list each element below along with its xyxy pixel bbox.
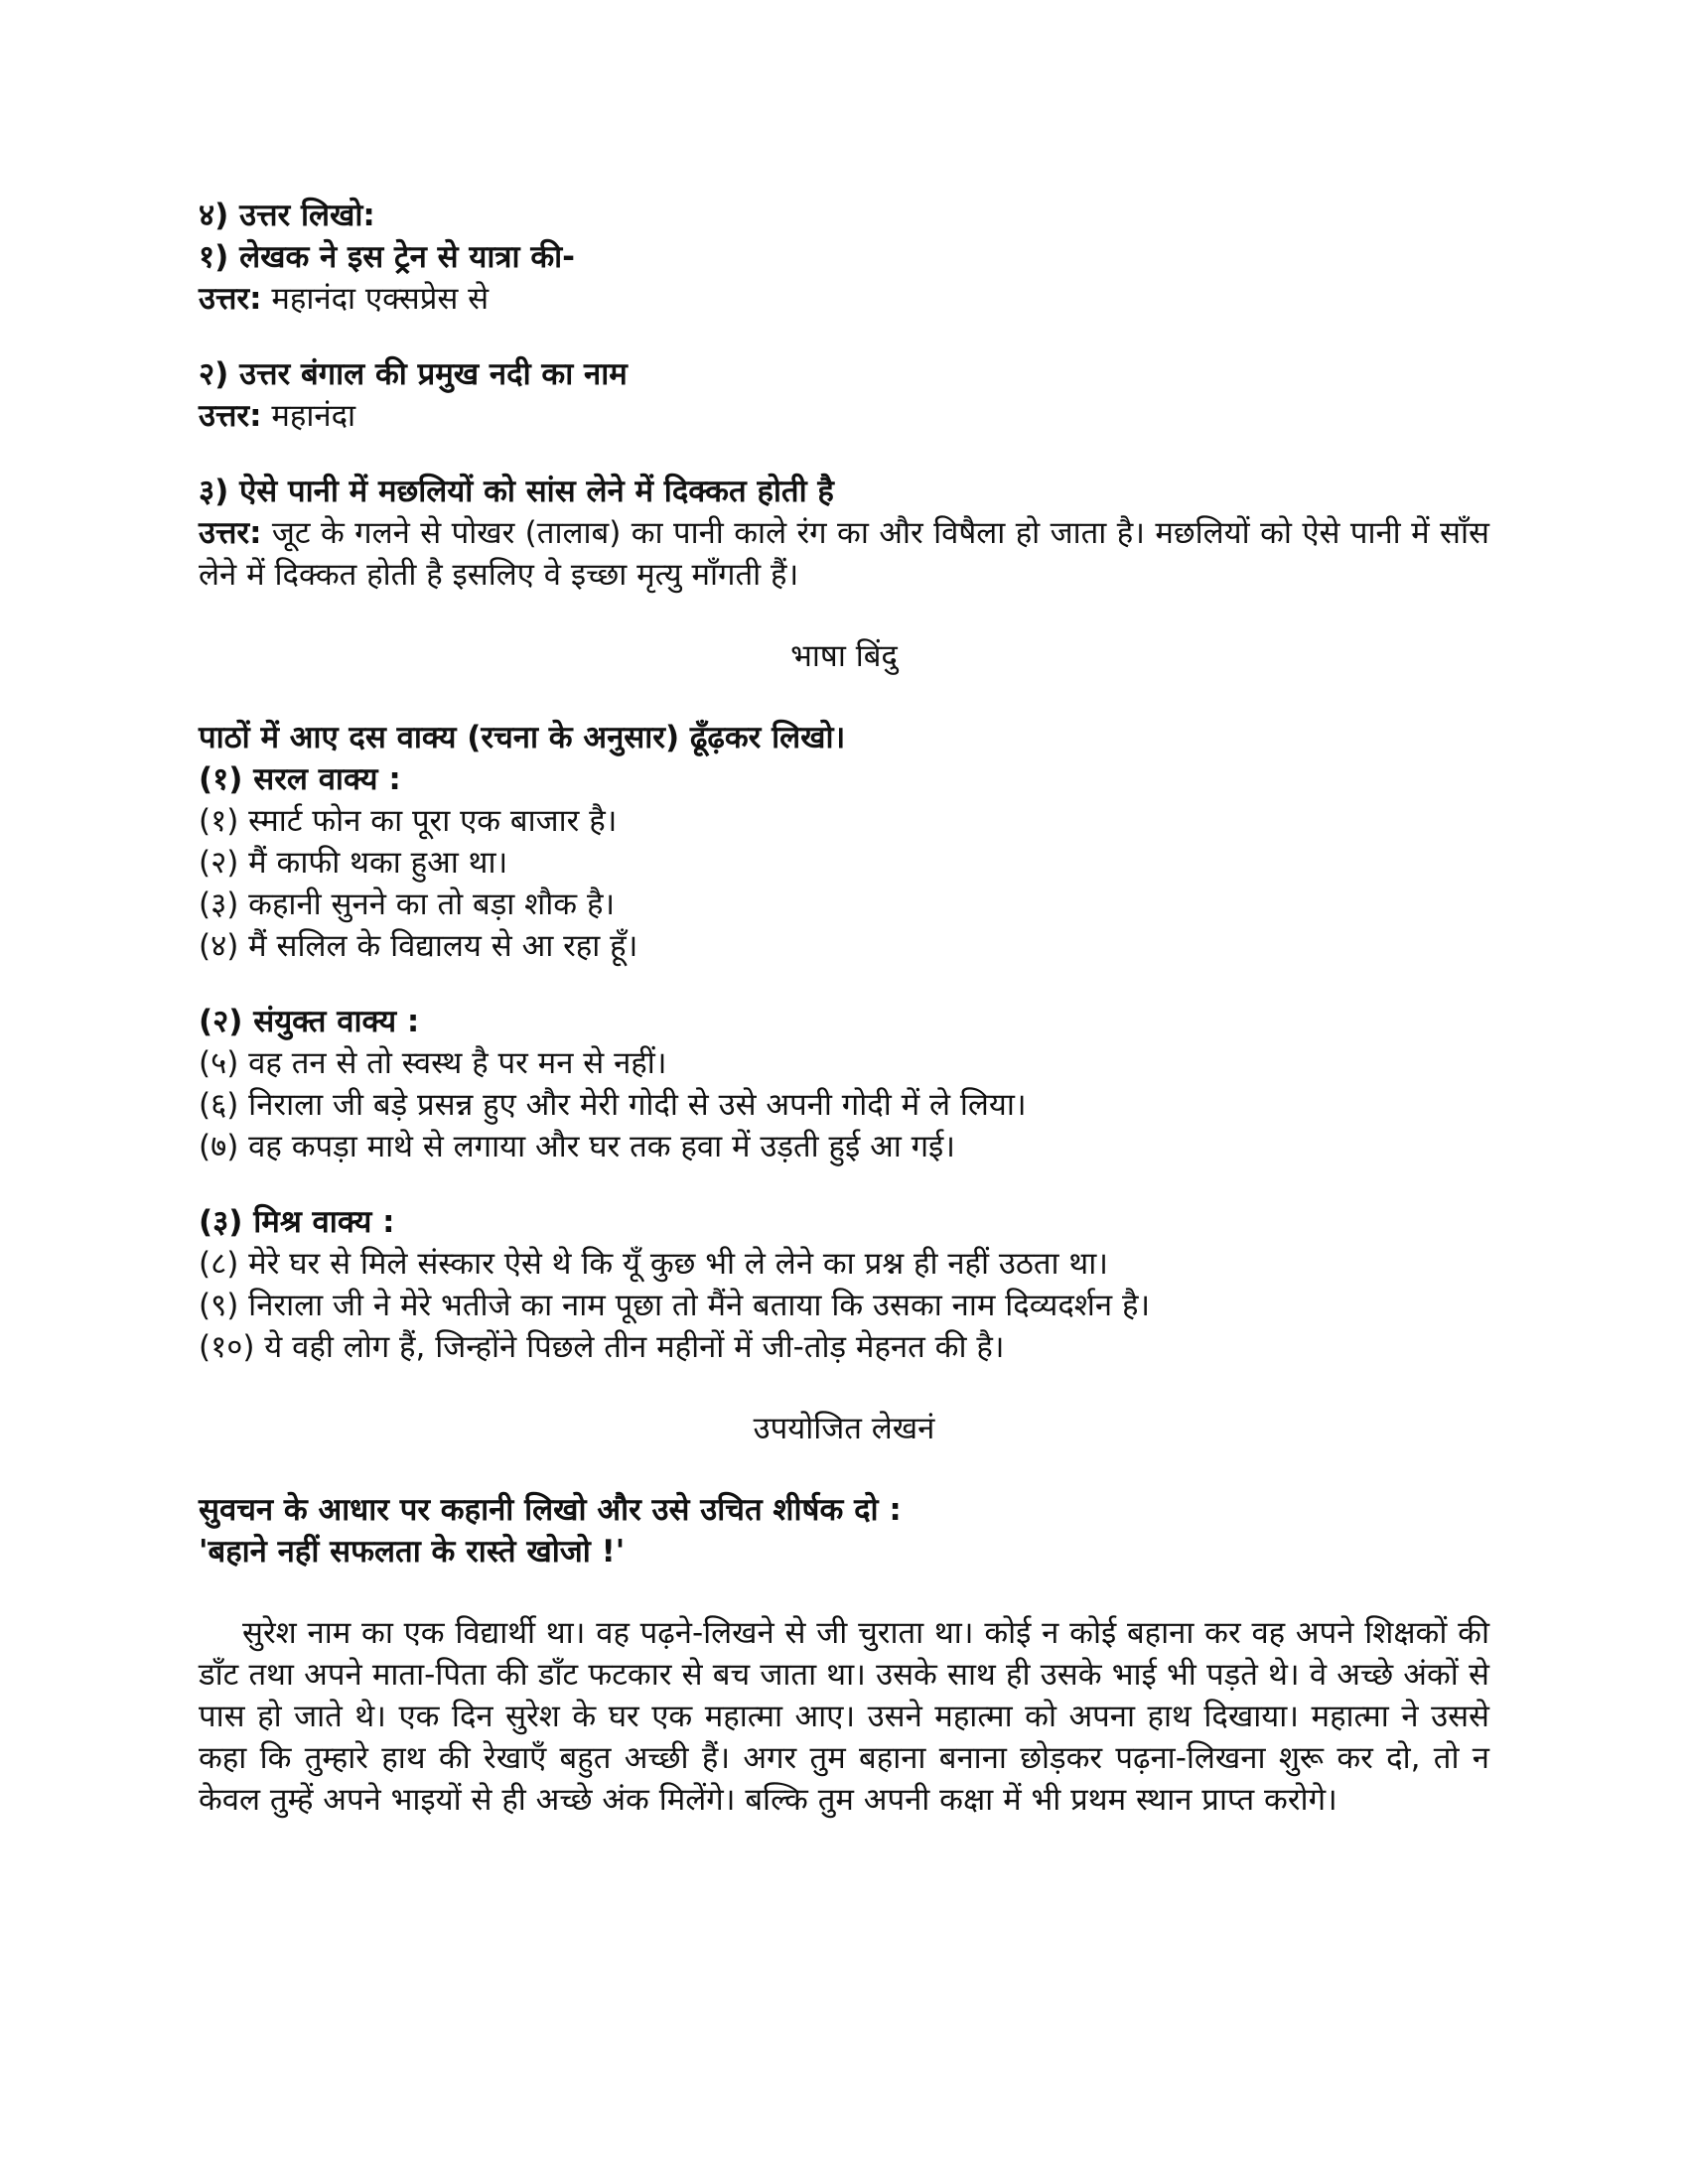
list-item: (३) कहानी सुनने का तो बड़ा शौक है।	[199, 887, 616, 922]
compound-sentence-title: (२) संयुक्त वाक्य :	[199, 1004, 420, 1039]
document-page	[199, 195, 1489, 1821]
list-item: (२) मैं काफी थका हुआ था।	[199, 845, 508, 881]
list-item: (७) वह कपड़ा माथे से लगाया और घर तक हवा में उड़ती हुई आ गई।	[199, 1129, 956, 1164]
answer-text: महानंदा	[261, 398, 356, 434]
instruction-story: सुवचन के आधार पर कहानी लिखो और उसे उचित शीर्षक दो :	[199, 1492, 902, 1528]
heading-bhasha-bindu: भाषा बिंदु	[790, 638, 898, 674]
answer-label: उत्तर:	[199, 515, 262, 551]
story-paragraph: सुरेश नाम का एक विद्यार्थी था। वह पढ़ने-लिखने से जी चुराता था। कोई न कोई बहाना कर वह अपने शिक्षकों की डाँट तथा अपने माता-पिता की डाँट फटकार से बच जाता था। उसके साथ ही उसके भाई भी पड़ते थे। वे अच्छे अंकों से पास हो जाते थे। एक दिन सुरेश के घर एक महात्मा आए। उसने महात्मा को अपना हाथ दिखाया। महात्मा ने उससे कहा कि तुम्हारे हाथ की रेखाएँ बहुत अच्छी हैं। अगर तुम बहाना बनाना छोड़कर पढ़ना-लिखना शुरू कर दो, तो न केवल तुम्हें अपने भाइयों से ही अच्छे अंक मिलेंगे। बल्कि तुम अपनी कक्षा में भी प्रथम स्थान प्राप्त करोगे।	[199, 1615, 1489, 1818]
list-item: (४) मैं सलिल के विद्यालय से आ रहा हूँ।	[199, 928, 638, 964]
list-item: (१) स्मार्ट फोन का पूरा एक बाजार है।	[199, 803, 618, 839]
answer-label: उत्तर:	[199, 281, 262, 317]
question-3: ३) ऐसे पानी में मछलियों को सांस लेने में दिक्कत होती है	[199, 474, 834, 509]
instruction-bhasha: पाठों में आए दस वाक्य (रचना के अनुसार) ढूँढ़कर लिखो।	[199, 720, 846, 755]
question-2: २) उत्तर बंगाल की प्रमुख नदी का नाम	[199, 356, 628, 392]
story-quote: 'बहाने नहीं सफलता के रास्ते खोजो !'	[199, 1534, 626, 1570]
list-item: (६) निराला जी बड़े प्रसन्न हुए और मेरी गोदी से उसे अपनी गोदी में ले लिया।	[199, 1087, 1027, 1123]
section-title-answers: ४) उत्तर लिखो:	[199, 198, 375, 233]
list-item: (८) मेरे घर से मिले संस्कार ऐसे थे कि यूँ कुछ भी ले लेने का प्रश्न ही नहीं उठता था।	[199, 1246, 1109, 1282]
list-item: (५) वह तन से तो स्वस्थ है पर मन से नहीं।	[199, 1045, 667, 1081]
simple-sentence-title: (१) सरल वाक्य :	[199, 761, 401, 797]
list-item: (९) निराला जी ने मेरे भतीजे का नाम पूछा तो मैंने बताया कि उसका नाम दिव्यदर्शन है।	[199, 1288, 1151, 1323]
answer-text: महानंदा एक्सप्रेस से	[261, 281, 490, 317]
list-item: (१०) ये वही लोग हैं, जिन्होंने पिछले तीन महीनों में जी-तोड़ मेहनत की है।	[199, 1329, 1005, 1365]
answer-2	[199, 395, 1489, 437]
question-1: १) लेखक ने इस ट्रेन से यात्रा की-	[199, 239, 576, 275]
answer-3	[199, 512, 1489, 596]
complex-sentence-title: (३) मिश्र वाक्य :	[199, 1204, 395, 1240]
answer-label: उत्तर:	[199, 398, 262, 434]
answer-text: जूट के गलने से पोखर (तालाब) का पानी काले रंग का और विषैला हो जाता है। मछलियों को ऐसे पानी में साँस लेने में दिक्कत होती है इसलिए वे इच्छा मृत्यु माँगती हैं।	[199, 515, 1489, 593]
answer-1	[199, 278, 1489, 320]
heading-upyojit-lekhan: उपयोजित लेखनं	[753, 1411, 935, 1446]
